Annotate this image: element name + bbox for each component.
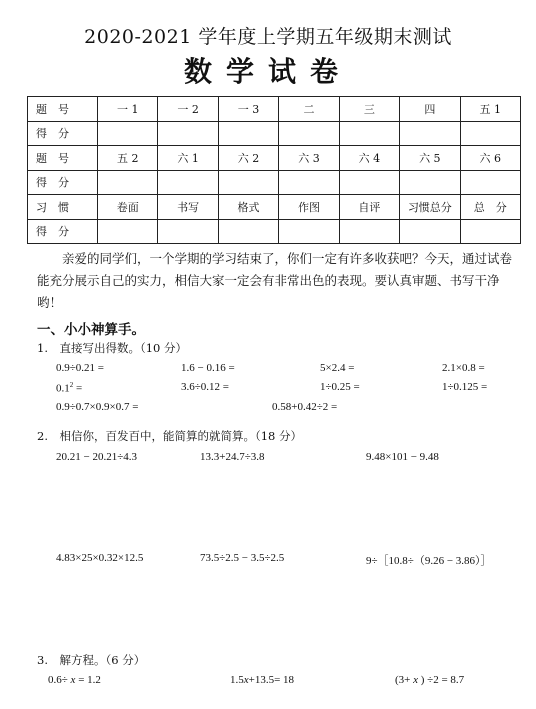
score-cell (98, 219, 158, 244)
score-cell (279, 121, 339, 146)
q1-item: 2.1×0.8 = (442, 362, 485, 374)
score-cell (400, 219, 460, 244)
q1-item: 1.6 − 0.16 = (181, 362, 235, 374)
q2-label: 2. 相信你，百发百中，能简算的就简算。（18 分） (37, 429, 303, 443)
score-row (28, 195, 521, 220)
score-cell (218, 170, 278, 195)
score-cell (339, 170, 399, 195)
intro-paragraph: 亲爱的同学们，一个学期的学习结束了，你们一定有许多收获吧？今天，通过试卷能充分展示自己的实力，相信大家一定会有非常出色的表现。要认真审题、书写干净哟！ (37, 251, 513, 310)
q1-item: 5×2.4 = (320, 362, 355, 374)
q2-item: 9.48×101 − 9.48 (366, 451, 439, 463)
score-table (27, 96, 521, 244)
score-cell: 四 (400, 97, 460, 122)
score-row-header: 得 分 (28, 121, 98, 146)
score-cell (460, 219, 520, 244)
q1-item: 1÷0.25 = (320, 381, 360, 393)
q1-item: 1÷0.125 = (442, 381, 488, 393)
score-row-header: 题 号 (28, 97, 98, 122)
score-cell (158, 121, 218, 146)
q2-item: 4.83×25×0.32×12.5 (56, 552, 144, 564)
q3-equation: 1.5x+13.5= 18 (230, 674, 295, 686)
score-cell (400, 170, 460, 195)
q3-equation: (3+ x ) ÷2 = 8.7 (395, 674, 465, 686)
score-cell: 六 1 (158, 146, 218, 171)
score-row (28, 97, 521, 122)
score-row (28, 219, 521, 244)
q1-item: 0.9÷0.7×0.9×0.7 = (56, 401, 139, 413)
score-cell (339, 121, 399, 146)
score-cell (98, 121, 158, 146)
score-cell: 卷面 (98, 195, 158, 220)
score-cell (218, 121, 278, 146)
q1-label: 1. 直接写出得数。（10 分） (37, 341, 188, 355)
score-cell: 三 (339, 97, 399, 122)
score-cell (460, 170, 520, 195)
score-cell: 一 3 (218, 97, 278, 122)
score-cell: 六 4 (339, 146, 399, 171)
section-1-title: 一、小小神算手。 (37, 322, 145, 338)
score-cell: 总 分 (460, 195, 520, 220)
score-cell: 五 1 (460, 97, 520, 122)
score-row (28, 146, 521, 171)
q3-equation: 0.6÷ x = 1.2 (48, 674, 101, 686)
score-row-header: 习 惯 (28, 195, 98, 220)
score-cell (339, 219, 399, 244)
score-cell: 六 6 (460, 146, 520, 171)
score-cell (158, 170, 218, 195)
q1-item-power: $0.1^2$ = (56, 381, 83, 395)
score-cell (460, 121, 520, 146)
score-row-header: 得 分 (28, 219, 98, 244)
q3-label: 3. 解方程。（6 分） (37, 653, 146, 667)
score-cell (218, 219, 278, 244)
score-cell: 六 3 (279, 146, 339, 171)
score-cell (158, 219, 218, 244)
score-cell: 五 2 (98, 146, 158, 171)
score-cell: 一 1 (98, 97, 158, 122)
score-row (28, 121, 521, 146)
score-cell: 二 (279, 97, 339, 122)
score-cell (400, 121, 460, 146)
score-cell: 书写 (158, 195, 218, 220)
exam-title: 2020-2021 学年度上学期五年级期末测试 (84, 26, 452, 48)
score-cell: 自评 (339, 195, 399, 220)
score-cell: 格式 (218, 195, 278, 220)
score-cell: 六 2 (218, 146, 278, 171)
q2-item: 20.21 − 20.21÷4.3 (56, 451, 137, 463)
score-row-header: 题 号 (28, 146, 98, 171)
score-row-header: 得 分 (28, 170, 98, 195)
q2-item: 73.5÷2.5 − 3.5÷2.5 (200, 552, 285, 564)
score-cell (279, 170, 339, 195)
q2-item: 9÷［10.8÷（9.26 − 3.86）］ (366, 555, 492, 567)
q1-item: 0.9÷0.21 = (56, 362, 104, 374)
q2-item: 13.3+24.7÷3.8 (200, 451, 265, 463)
score-cell: 六 5 (400, 146, 460, 171)
score-cell (279, 219, 339, 244)
q1-item: 3.6÷0.12 = (181, 381, 229, 393)
exam-subtitle: 数学试卷 (183, 55, 352, 88)
score-cell (98, 170, 158, 195)
score-cell: 习惯总分 (400, 195, 460, 220)
q1-item: 0.58+0.42÷2 = (272, 401, 338, 413)
score-cell: 作图 (279, 195, 339, 220)
score-row (28, 170, 521, 195)
score-cell: 一 2 (158, 97, 218, 122)
